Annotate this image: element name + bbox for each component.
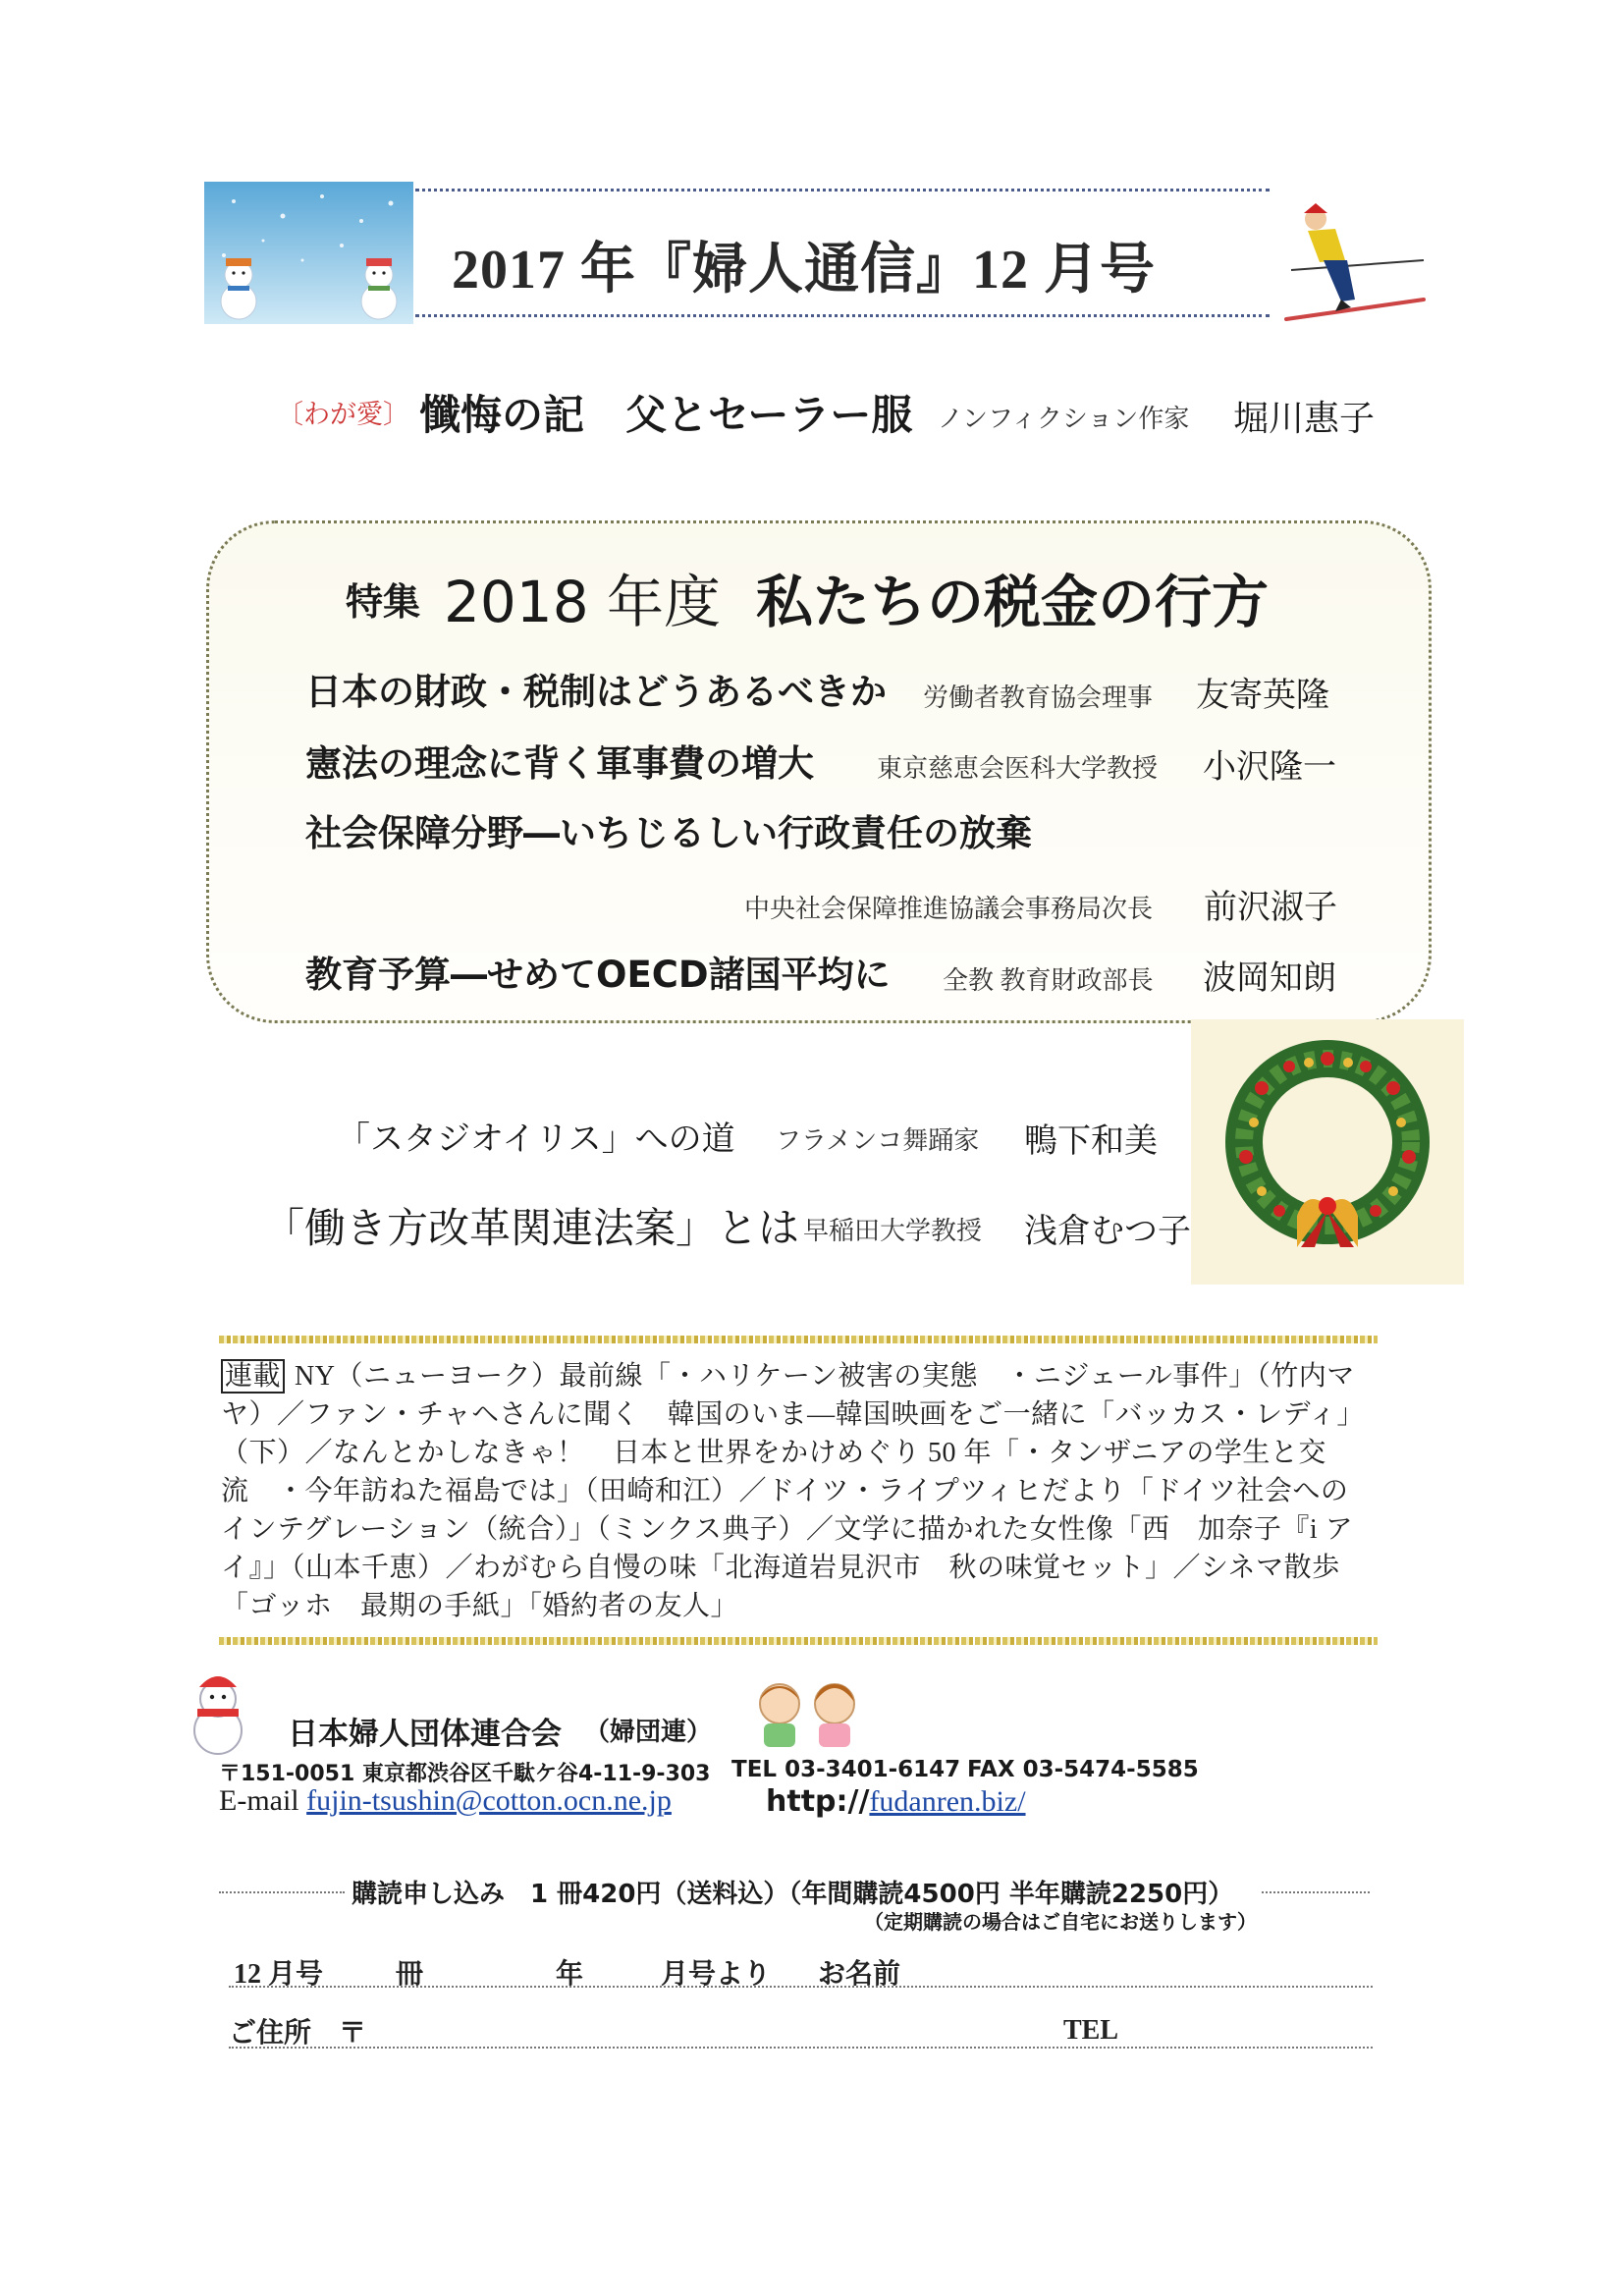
order-heading-rule (219, 1891, 345, 1893)
feature-article-title: 教育予算―せめてOECD諸国平均に (305, 954, 891, 996)
feature-title: 私たちの税金の行方 (756, 569, 1270, 635)
form-issue-label: 12 月号 (234, 1959, 324, 1990)
decorative-band (219, 1637, 1378, 1645)
feature-article-title: 日本の財政・税制はどうあるべきか (305, 671, 887, 713)
serial-section (219, 1336, 1378, 1645)
form-address-label: ご住所 〒 (229, 2018, 367, 2049)
column-author: 堀川惠子 (1233, 399, 1376, 438)
feature-article-role: 東京慈恵会医科大学教授 (877, 754, 1159, 783)
article-title: 「働き方改革関連法案」とは (263, 1207, 800, 1252)
article-author-role: フラメンコ舞踊家 (776, 1126, 980, 1155)
order-heading: 購読申し込み 1 冊420円（送料込）（年間購読4500円 半年購読2250円） (352, 1880, 1234, 1909)
email-row (219, 1784, 672, 1818)
column-title: 懺悔の記 父とセーラー服 (419, 391, 913, 439)
header-top-rule (415, 189, 1270, 191)
organization-name: 日本婦人団体連合会 (288, 1717, 562, 1752)
article-author: 浅倉むつ子 (1024, 1214, 1191, 1250)
column-tag: 〔わが愛〕 (277, 400, 409, 430)
feature-article-author: 小沢隆一 (1203, 749, 1336, 786)
website-prefix: http:// (766, 1784, 870, 1819)
form-underline (229, 1986, 1373, 1988)
feature-article-role: 全教 教育財政部長 (943, 966, 1154, 995)
serial-body (221, 1357, 1375, 1625)
form-underline (229, 2047, 1373, 2049)
serial-text: NY（ニューヨーク）最前線「・ハリケーン被害の実態 ・ニジェール事件」（竹内マヤ）／ファン・チャヘさんに聞く 韓国のいま―韓国映画をご一緒に「バッカス・レディ」（下）／なんとかしなきゃ！ 日本と世界をかけめぐり 50 年「・タンザニアの学生と交流 ・今年訪ねた福島では」（田崎和江）／ドイツ・ライプツィヒだより「ドイツ社会へのインテグレーション（統合）」（ミンクス典子）／文学に描かれた女性像「西 加奈子『i アイ』」（山本千恵）／わがむら自慢の味「北海道岩見沢市 秋の味覚セット」／シネマ散歩「ゴッホ 最期の手紙」「婚約者の友人」 (221, 1361, 1365, 1621)
form-name-label: お名前 (818, 1959, 901, 1990)
snowmen-winter-image (204, 182, 413, 324)
article-author: 鴨下和美 (1024, 1123, 1158, 1160)
email-label: E-mail (219, 1784, 299, 1817)
article-author-role: 早稲田大学教授 (803, 1217, 983, 1245)
feature-article-role: 労働者教育協会理事 (923, 683, 1154, 712)
website-row (766, 1784, 1026, 1819)
organization-address: 〒151-0051 東京都渋谷区千駄ケ谷4-11-9-303 (219, 1762, 711, 1786)
feature-article-role: 中央社会保障推進協議会事務局次長 (744, 895, 1154, 923)
header-bottom-rule (415, 314, 1270, 317)
form-from-issue-label: 月号より (661, 1959, 772, 1990)
organization-fax: FAX 03-5474-5585 (967, 1757, 1199, 1782)
order-note: （定期購読の場合はご自宅にお送りします） (864, 1910, 1257, 1934)
feature-article-author: 前沢淑子 (1204, 890, 1337, 926)
feature-article-author: 波岡知朗 (1203, 960, 1336, 997)
serial-label: 連載 (221, 1359, 285, 1394)
feature-year: 2018 年度 (444, 569, 722, 635)
children-icon (744, 1674, 870, 1749)
email-link[interactable]: fujin-tsushin@cotton.ocn.ne.jp (306, 1784, 672, 1817)
skier-image (1276, 201, 1434, 329)
feature-label: 特集 (346, 580, 421, 624)
form-copies-label: 冊 (396, 1959, 424, 1990)
form-tel-label: TEL (1063, 2015, 1119, 2046)
organization-short-name: （婦団連） (584, 1718, 713, 1747)
feature-article-title: 社会保障分野―いちじるしい行政責任の放棄 (305, 812, 1032, 854)
column-author-role: ノンフィクション作家 (938, 405, 1190, 433)
issue-title: 2017 年『婦人通信』12 月号 (452, 240, 1156, 301)
christmas-wreath-image (1191, 1019, 1464, 1285)
form-year-label: 年 (556, 1959, 584, 1990)
snowman-icon (180, 1669, 256, 1756)
organization-tel: TEL 03-3401-6147 (731, 1757, 961, 1782)
feature-article-author: 友寄英隆 (1196, 678, 1329, 714)
website-link[interactable]: fudanren.biz/ (869, 1785, 1026, 1818)
article-title: 「スタジオイリス」への道 (337, 1121, 735, 1158)
feature-article-title: 憲法の理念に背く軍事費の増大 (305, 742, 814, 785)
order-heading-rule (1262, 1891, 1370, 1893)
decorative-band (219, 1336, 1378, 1343)
